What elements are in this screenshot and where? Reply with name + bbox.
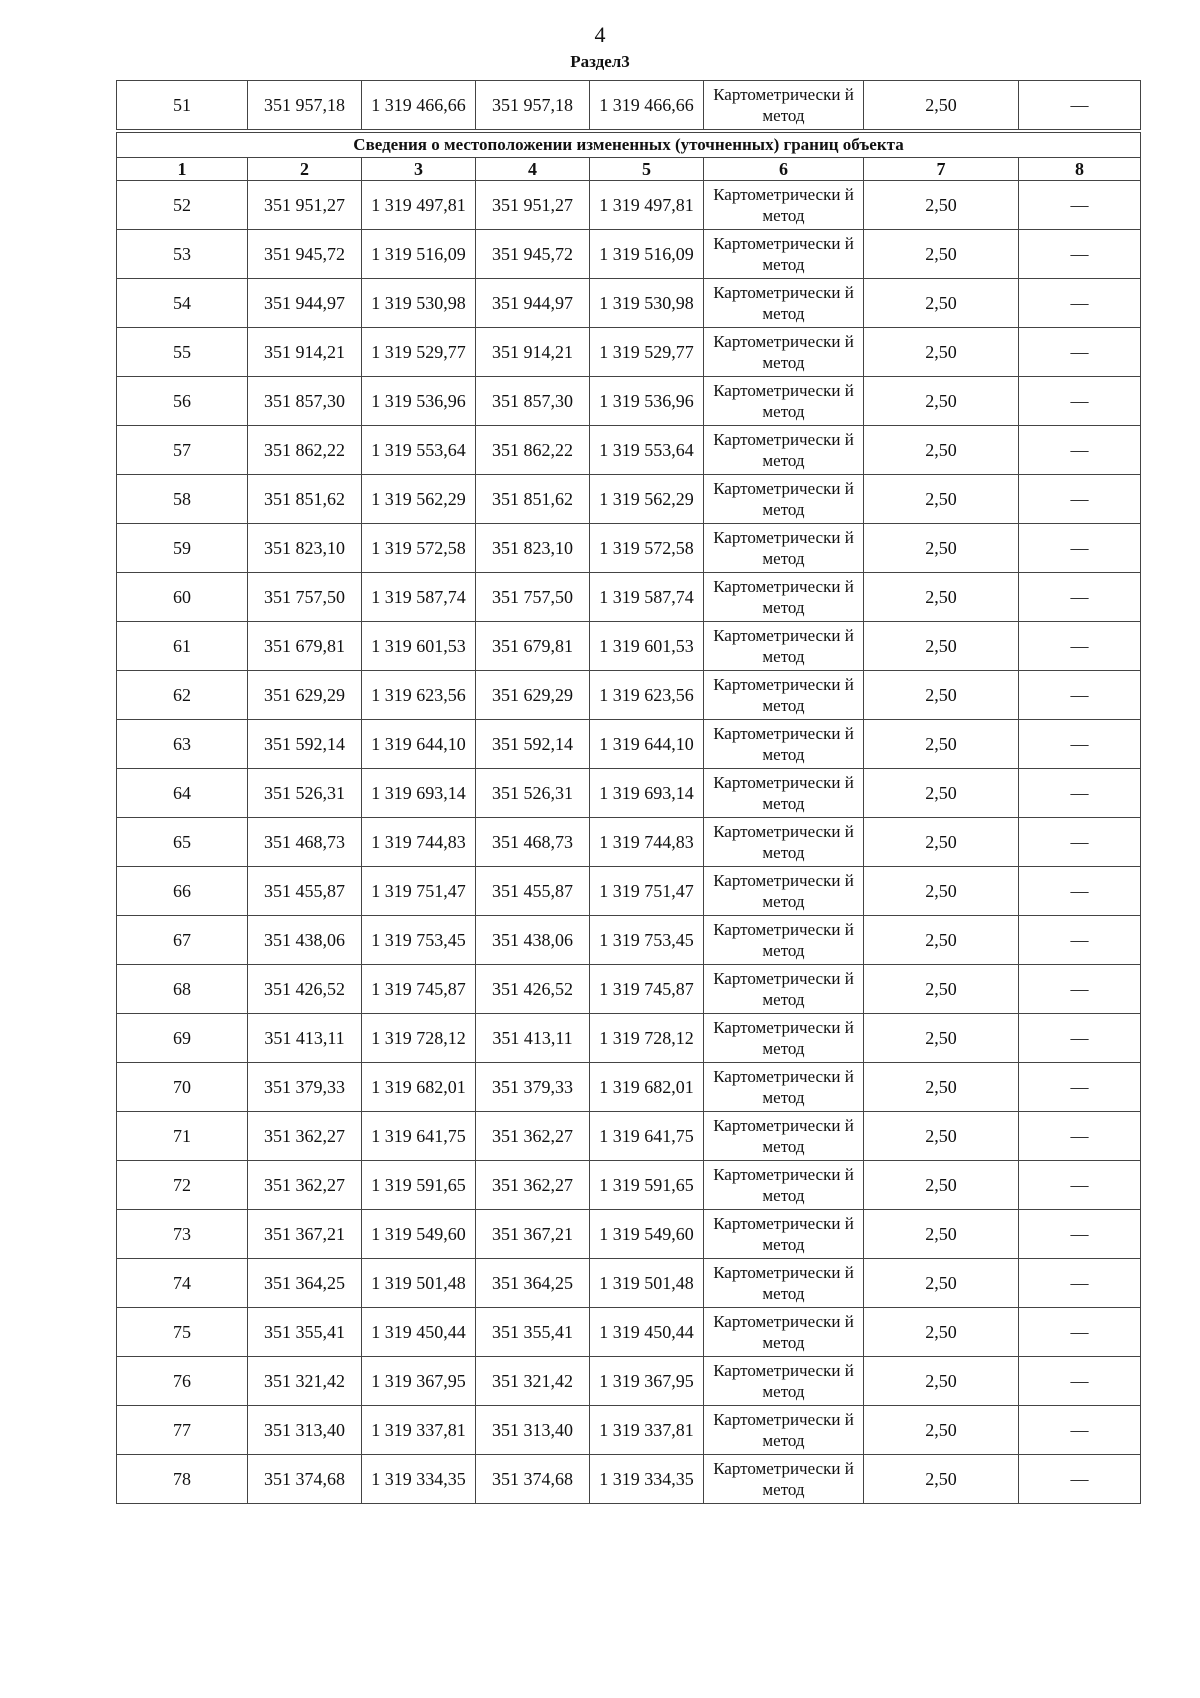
cell-method: Картометрически й метод [704,1357,864,1406]
column-header: 3 [362,158,476,181]
point-number: 69 [117,1014,248,1063]
cell-y-new: 1 319 497,81 [590,181,704,230]
cell-method: Картометрически й метод [704,720,864,769]
cell-y-new: 1 319 744,83 [590,818,704,867]
cell-x-new: 351 951,27 [476,181,590,230]
table-row [117,1014,1141,1063]
cell-accuracy: 2,50 [864,1112,1019,1161]
cell-x-existing: 351 355,41 [248,1308,362,1357]
cell-x-existing: 351 321,42 [248,1357,362,1406]
table-row [117,426,1141,475]
cell-method: Картометрически й метод [704,965,864,1014]
cell-note: — [1019,622,1141,671]
point-number: 53 [117,230,248,279]
cell-y-existing: 1 319 497,81 [362,181,476,230]
cell-method: Картометрически й метод [704,573,864,622]
cell-note: — [1019,1455,1141,1504]
cell-note: — [1019,475,1141,524]
cell-x-new: 351 321,42 [476,1357,590,1406]
cell-method: Картометрически й метод [704,818,864,867]
cell-y-new: 1 319 530,98 [590,279,704,328]
cell-y-existing: 1 319 753,45 [362,916,476,965]
cell-x-new: 351 957,18 [476,81,590,132]
table-row [117,279,1141,328]
cell-y-existing: 1 319 751,47 [362,867,476,916]
cell-x-new: 351 914,21 [476,328,590,377]
cell-method: Картометрически й метод [704,769,864,818]
cell-note: — [1019,181,1141,230]
table-row [117,377,1141,426]
cell-method: Картометрически й метод [704,622,864,671]
table-row [117,1112,1141,1161]
cell-x-new: 351 945,72 [476,230,590,279]
cell-x-existing: 351 757,50 [248,573,362,622]
cell-x-new: 351 757,50 [476,573,590,622]
point-number: 55 [117,328,248,377]
cell-note: — [1019,1308,1141,1357]
column-header: 5 [590,158,704,181]
point-number: 67 [117,916,248,965]
cell-y-new: 1 319 516,09 [590,230,704,279]
cell-y-new: 1 319 591,65 [590,1161,704,1210]
point-number: 77 [117,1406,248,1455]
cell-x-new: 351 851,62 [476,475,590,524]
cell-y-existing: 1 319 530,98 [362,279,476,328]
cell-method: Картометрически й метод [704,1063,864,1112]
table-row [117,867,1141,916]
cell-y-existing: 1 319 516,09 [362,230,476,279]
table-row [117,1308,1141,1357]
cell-accuracy: 2,50 [864,230,1019,279]
cell-note: — [1019,1210,1141,1259]
cell-note: — [1019,1063,1141,1112]
point-number: 76 [117,1357,248,1406]
point-number: 51 [117,81,248,132]
table-row [117,622,1141,671]
cell-accuracy: 2,50 [864,573,1019,622]
point-number: 64 [117,769,248,818]
cell-y-existing: 1 319 623,56 [362,671,476,720]
cell-y-new: 1 319 728,12 [590,1014,704,1063]
cell-x-new: 351 468,73 [476,818,590,867]
cell-accuracy: 2,50 [864,818,1019,867]
table-row [117,671,1141,720]
column-header: 4 [476,158,590,181]
cell-accuracy: 2,50 [864,81,1019,132]
cell-note: — [1019,573,1141,622]
cell-note: — [1019,81,1141,132]
cell-x-existing: 351 851,62 [248,475,362,524]
table-subtitle: Сведения о местоположении измененных (уточненных) границ объекта [117,131,1141,158]
table-row [117,81,1141,132]
cell-x-new: 351 413,11 [476,1014,590,1063]
cell-x-new: 351 355,41 [476,1308,590,1357]
cell-accuracy: 2,50 [864,1210,1019,1259]
table-row [117,230,1141,279]
cell-method: Картометрически й метод [704,81,864,132]
table-row [117,965,1141,1014]
column-header: 2 [248,158,362,181]
cell-x-existing: 351 426,52 [248,965,362,1014]
cell-y-new: 1 319 693,14 [590,769,704,818]
table-row [117,1161,1141,1210]
cell-note: — [1019,965,1141,1014]
cell-x-existing: 351 526,31 [248,769,362,818]
table-row [117,524,1141,573]
cell-note: — [1019,769,1141,818]
table-row [117,181,1141,230]
cell-y-existing: 1 319 450,44 [362,1308,476,1357]
point-number: 75 [117,1308,248,1357]
cell-note: — [1019,1161,1141,1210]
cell-x-existing: 351 374,68 [248,1455,362,1504]
cell-y-new: 1 319 536,96 [590,377,704,426]
cell-note: — [1019,1259,1141,1308]
cell-accuracy: 2,50 [864,377,1019,426]
cell-method: Картометрически й метод [704,671,864,720]
section-title: Раздел3 [570,52,630,71]
cell-y-new: 1 319 751,47 [590,867,704,916]
cell-method: Картометрически й метод [704,181,864,230]
cell-note: — [1019,1014,1141,1063]
table-row [117,475,1141,524]
point-number: 70 [117,1063,248,1112]
point-number: 52 [117,181,248,230]
point-number: 56 [117,377,248,426]
cell-note: — [1019,1357,1141,1406]
cell-y-existing: 1 319 641,75 [362,1112,476,1161]
table-row [117,916,1141,965]
cell-x-new: 351 455,87 [476,867,590,916]
cell-note: — [1019,377,1141,426]
cell-y-new: 1 319 367,95 [590,1357,704,1406]
cell-x-new: 351 367,21 [476,1210,590,1259]
cell-x-existing: 351 379,33 [248,1063,362,1112]
cell-accuracy: 2,50 [864,1014,1019,1063]
cell-y-new: 1 319 641,75 [590,1112,704,1161]
cell-x-existing: 351 857,30 [248,377,362,426]
table-row [117,1259,1141,1308]
cell-x-existing: 351 362,27 [248,1161,362,1210]
point-number: 61 [117,622,248,671]
cell-x-new: 351 944,97 [476,279,590,328]
cell-x-new: 351 362,27 [476,1112,590,1161]
cell-method: Картометрически й метод [704,279,864,328]
cell-method: Картометрически й метод [704,377,864,426]
cell-y-existing: 1 319 529,77 [362,328,476,377]
point-number: 59 [117,524,248,573]
cell-y-existing: 1 319 337,81 [362,1406,476,1455]
table-row [117,1455,1141,1504]
table-row [117,769,1141,818]
point-number: 71 [117,1112,248,1161]
cell-x-new: 351 629,29 [476,671,590,720]
cell-accuracy: 2,50 [864,916,1019,965]
table-row [117,818,1141,867]
cell-method: Картометрически й метод [704,426,864,475]
cell-y-existing: 1 319 572,58 [362,524,476,573]
point-number: 63 [117,720,248,769]
cell-x-new: 351 364,25 [476,1259,590,1308]
cell-x-existing: 351 823,10 [248,524,362,573]
point-number: 68 [117,965,248,1014]
table-row [117,328,1141,377]
cell-note: — [1019,328,1141,377]
column-header: 1 [117,158,248,181]
cell-accuracy: 2,50 [864,867,1019,916]
cell-y-new: 1 319 334,35 [590,1455,704,1504]
cell-x-existing: 351 455,87 [248,867,362,916]
cell-y-existing: 1 319 682,01 [362,1063,476,1112]
cell-x-new: 351 362,27 [476,1161,590,1210]
cell-x-new: 351 592,14 [476,720,590,769]
cell-accuracy: 2,50 [864,1063,1019,1112]
point-number: 58 [117,475,248,524]
cell-x-new: 351 857,30 [476,377,590,426]
cell-x-existing: 351 438,06 [248,916,362,965]
cell-y-existing: 1 319 591,65 [362,1161,476,1210]
point-number: 74 [117,1259,248,1308]
cell-method: Картометрически й метод [704,1161,864,1210]
cell-accuracy: 2,50 [864,1455,1019,1504]
cell-method: Картометрически й метод [704,1455,864,1504]
cell-accuracy: 2,50 [864,181,1019,230]
cell-y-new: 1 319 466,66 [590,81,704,132]
cell-x-new: 351 374,68 [476,1455,590,1504]
cell-method: Картометрически й метод [704,1210,864,1259]
point-number: 73 [117,1210,248,1259]
cell-method: Картометрически й метод [704,524,864,573]
cell-note: — [1019,279,1141,328]
cell-note: — [1019,524,1141,573]
column-header-row [117,158,1141,181]
cell-x-new: 351 823,10 [476,524,590,573]
table-row [117,1406,1141,1455]
cell-x-existing: 351 364,25 [248,1259,362,1308]
cell-x-existing: 351 914,21 [248,328,362,377]
cell-accuracy: 2,50 [864,1161,1019,1210]
cell-note: — [1019,818,1141,867]
cell-x-existing: 351 945,72 [248,230,362,279]
cell-method: Картометрически й метод [704,1014,864,1063]
cell-method: Картометрически й метод [704,1259,864,1308]
cell-x-new: 351 862,22 [476,426,590,475]
table-row [117,573,1141,622]
cell-note: — [1019,916,1141,965]
cell-note: — [1019,230,1141,279]
cell-note: — [1019,867,1141,916]
cell-note: — [1019,671,1141,720]
cell-y-existing: 1 319 693,14 [362,769,476,818]
cell-method: Картометрически й метод [704,1308,864,1357]
cell-accuracy: 2,50 [864,965,1019,1014]
cell-x-existing: 351 957,18 [248,81,362,132]
cell-y-existing: 1 319 549,60 [362,1210,476,1259]
cell-y-existing: 1 319 334,35 [362,1455,476,1504]
cell-y-new: 1 319 745,87 [590,965,704,1014]
cell-note: — [1019,426,1141,475]
cell-x-new: 351 313,40 [476,1406,590,1455]
cell-y-existing: 1 319 728,12 [362,1014,476,1063]
coordinates-table [116,80,1141,1504]
cell-y-new: 1 319 562,29 [590,475,704,524]
column-header: 8 [1019,158,1141,181]
cell-x-existing: 351 362,27 [248,1112,362,1161]
point-number: 65 [117,818,248,867]
cell-x-existing: 351 468,73 [248,818,362,867]
cell-y-new: 1 319 337,81 [590,1406,704,1455]
cell-y-existing: 1 319 644,10 [362,720,476,769]
cell-y-existing: 1 319 587,74 [362,573,476,622]
cell-x-existing: 351 592,14 [248,720,362,769]
point-number: 62 [117,671,248,720]
cell-accuracy: 2,50 [864,328,1019,377]
cell-x-new: 351 526,31 [476,769,590,818]
cell-accuracy: 2,50 [864,475,1019,524]
point-number: 72 [117,1161,248,1210]
cell-note: — [1019,1406,1141,1455]
point-number: 78 [117,1455,248,1504]
cell-note: — [1019,720,1141,769]
cell-y-new: 1 319 682,01 [590,1063,704,1112]
cell-method: Картометрически й метод [704,230,864,279]
cell-accuracy: 2,50 [864,524,1019,573]
cell-y-new: 1 319 450,44 [590,1308,704,1357]
cell-x-new: 351 379,33 [476,1063,590,1112]
cell-x-existing: 351 951,27 [248,181,362,230]
cell-x-existing: 351 862,22 [248,426,362,475]
cell-y-existing: 1 319 745,87 [362,965,476,1014]
cell-y-existing: 1 319 744,83 [362,818,476,867]
cell-x-existing: 351 629,29 [248,671,362,720]
cell-y-existing: 1 319 553,64 [362,426,476,475]
cell-y-new: 1 319 501,48 [590,1259,704,1308]
cell-y-new: 1 319 623,56 [590,671,704,720]
cell-accuracy: 2,50 [864,1406,1019,1455]
cell-y-existing: 1 319 466,66 [362,81,476,132]
cell-accuracy: 2,50 [864,426,1019,475]
cell-y-new: 1 319 572,58 [590,524,704,573]
cell-y-new: 1 319 601,53 [590,622,704,671]
cell-x-existing: 351 944,97 [248,279,362,328]
cell-method: Картометрически й метод [704,328,864,377]
cell-y-existing: 1 319 367,95 [362,1357,476,1406]
cell-y-new: 1 319 587,74 [590,573,704,622]
cell-method: Картометрически й метод [704,475,864,524]
cell-method: Картометрически й метод [704,1406,864,1455]
column-header: 7 [864,158,1019,181]
point-number: 54 [117,279,248,328]
column-header: 6 [704,158,864,181]
table-row [117,1357,1141,1406]
cell-accuracy: 2,50 [864,622,1019,671]
cell-x-existing: 351 413,11 [248,1014,362,1063]
cell-y-new: 1 319 644,10 [590,720,704,769]
cell-y-existing: 1 319 562,29 [362,475,476,524]
cell-method: Картометрически й метод [704,916,864,965]
cell-accuracy: 2,50 [864,1308,1019,1357]
cell-x-new: 351 438,06 [476,916,590,965]
cell-accuracy: 2,50 [864,279,1019,328]
cell-y-new: 1 319 529,77 [590,328,704,377]
cell-method: Картометрически й метод [704,867,864,916]
table-subtitle-row [117,131,1141,158]
table-row [117,720,1141,769]
cell-y-existing: 1 319 536,96 [362,377,476,426]
cell-y-new: 1 319 753,45 [590,916,704,965]
cell-method: Картометрически й метод [704,1112,864,1161]
point-number: 66 [117,867,248,916]
point-number: 60 [117,573,248,622]
cell-x-existing: 351 367,21 [248,1210,362,1259]
cell-x-new: 351 679,81 [476,622,590,671]
table-row [117,1210,1141,1259]
cell-note: — [1019,1112,1141,1161]
cell-y-new: 1 319 553,64 [590,426,704,475]
cell-y-new: 1 319 549,60 [590,1210,704,1259]
cell-x-existing: 351 313,40 [248,1406,362,1455]
cell-accuracy: 2,50 [864,769,1019,818]
page-number: 4 [594,22,606,47]
cell-y-existing: 1 319 601,53 [362,622,476,671]
table-row [117,1063,1141,1112]
cell-y-existing: 1 319 501,48 [362,1259,476,1308]
cell-accuracy: 2,50 [864,671,1019,720]
cell-x-new: 351 426,52 [476,965,590,1014]
cell-accuracy: 2,50 [864,1259,1019,1308]
cell-x-existing: 351 679,81 [248,622,362,671]
point-number: 57 [117,426,248,475]
cell-accuracy: 2,50 [864,720,1019,769]
cell-accuracy: 2,50 [864,1357,1019,1406]
